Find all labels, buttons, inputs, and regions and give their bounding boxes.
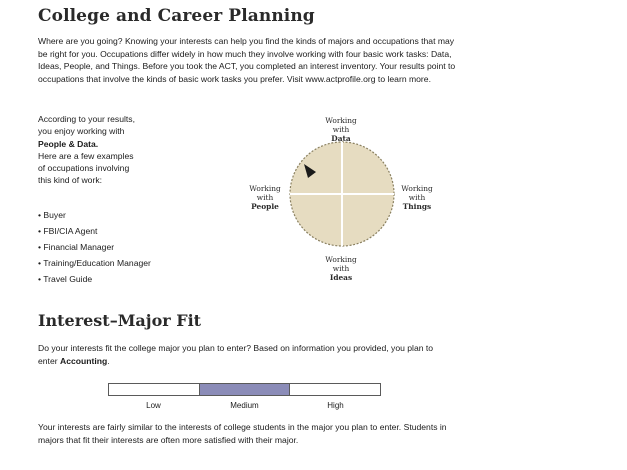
wheel-label-people — [240, 184, 290, 211]
fit-segment-high — [290, 384, 380, 395]
wheel-label-line: with — [332, 125, 350, 134]
fit-label-low: Low — [146, 401, 161, 410]
examples-line: Here are a few examples — [38, 150, 134, 161]
list-item: • Financial Manager — [38, 239, 151, 255]
wheel-label-things — [392, 184, 442, 211]
fit-segment-low — [109, 384, 199, 395]
fit-label-medium: Medium — [230, 401, 259, 410]
wheel-label-line: with — [332, 264, 350, 273]
results-line: you enjoy working with — [38, 126, 125, 137]
result-work-area: People & Data. — [38, 138, 99, 149]
section-title-college-career: College and Career Planning — [38, 6, 315, 26]
wheel-label-line: Working — [249, 184, 281, 193]
work-task-wheel — [240, 110, 450, 290]
fit-level-labels — [108, 401, 381, 410]
wheel-label-line: Working — [325, 116, 357, 125]
wheel-label-word: Data — [331, 134, 351, 143]
wheel-label-line: with — [408, 193, 426, 202]
fit-summary: Your interests are fairly similar to the interests of college students in the major you plan to enter. Students in majors that fit their interests are often more satisfied with their major. — [38, 422, 447, 445]
major-suffix: . — [107, 355, 110, 366]
wheel-label-word: People — [251, 202, 279, 211]
intro-paragraph: Where are you going? Knowing your interests can help you find the kinds of majors and occupations that may be right for you. Occupations differ widely in how much they involve working with four basic work tasks: Data, Ideas, People, and Things. Before you took the ACT, you completed an interest inventory. Your results point to occupations that involve the kinds of basic work tasks you prefer. Visit www.actprofile.org to learn more. — [38, 36, 456, 84]
fit-segment-medium — [199, 384, 291, 395]
results-summary — [38, 113, 188, 187]
fit-label-high: High — [327, 401, 344, 410]
occupation-list — [38, 207, 151, 287]
results-line: According to your results, — [38, 114, 135, 124]
list-item: • Training/Education Manager — [38, 255, 151, 271]
wheel-label-data — [316, 116, 366, 143]
section-title-interest-major-fit: Interest–Major Fit — [38, 311, 202, 330]
planned-major: Accounting — [59, 355, 108, 366]
wheel-label-word: Ideas — [329, 273, 353, 282]
examples-line: of occupations involving — [38, 163, 130, 174]
question-text: Do your interests fit the college major you plan to enter? Based on information you provided, you plan to enter — [38, 343, 434, 366]
wheel-label-line: Working — [401, 184, 433, 193]
list-item: • FBI/CIA Agent — [38, 223, 151, 239]
major-question — [38, 342, 438, 367]
wheel-label-line: Working — [325, 255, 357, 264]
wheel-label-line: with — [256, 193, 274, 202]
wheel-label-ideas — [316, 255, 366, 282]
wheel-label-word: Things — [402, 202, 432, 211]
list-item: • Travel Guide — [38, 271, 151, 287]
fit-level-bar — [108, 383, 381, 396]
examples-line: this kind of work: — [38, 175, 102, 186]
list-item: • Buyer — [38, 207, 151, 223]
